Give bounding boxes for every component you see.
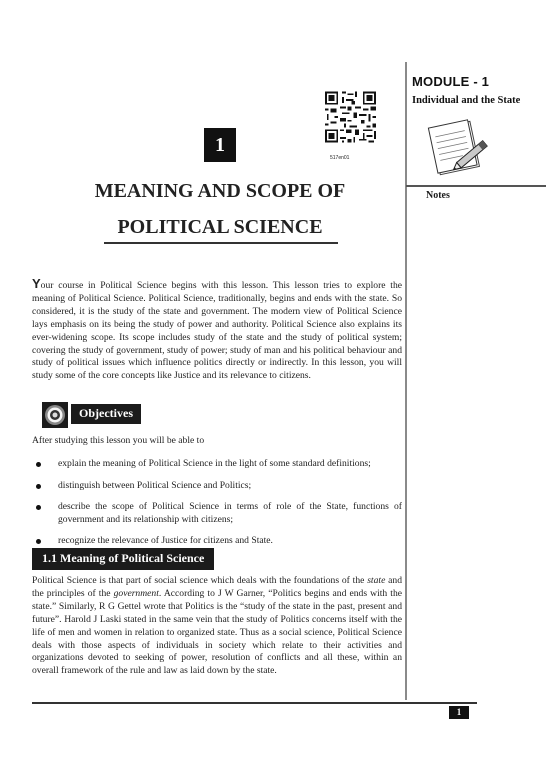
section-text-2: and the principles of the (32, 575, 402, 599)
bullet-icon (36, 484, 41, 489)
notes-rule (406, 185, 546, 187)
list-item-text: describe the scope of Political Science in terms of role of the State, functions of government and its relationship with citizens; (58, 501, 402, 525)
italic-state: state (367, 575, 386, 586)
section-paragraph (32, 575, 402, 678)
bullet-icon (36, 505, 41, 510)
target-icon (42, 402, 68, 428)
list-item-text: recognize the relevance of Justice for citizens and State. (58, 535, 273, 546)
qr-code-image[interactable] (323, 80, 378, 154)
title-underline (104, 242, 338, 244)
qr-code-caption: 517en01 (330, 155, 350, 161)
list-item-text: explain the meaning of Political Science in the light of some standard definitions; (58, 458, 371, 469)
module-label: MODULE - 1 (412, 74, 490, 89)
italic-government: government (113, 587, 159, 599)
intro-text: our course in Political Science begins with this lesson. This lesson tries to explore the meaning of Political Science. Political Science, traditionally, begins and ends with the state. So considered, it is the study of the state and government. The modern view of Political Science lays emphasis on its being the study of power and authority. Political Science also explains its ever-widening scope. Its scope includes study of the state and the study of political system; covering the study of government, study of power; study of man and his political behaviour and study of political issues which influence politics directly or indirectly. In this lesson, you will study some of the core concepts like Justice and its relevance to citizens. (32, 280, 402, 382)
list-item (32, 535, 402, 548)
footer-rule (32, 702, 477, 704)
page-number: 1 (449, 706, 469, 719)
section-text-1: Political Science is that part of social science which deals with the foundations of the (32, 575, 368, 586)
list-item (32, 501, 402, 526)
margin-divider (405, 62, 407, 700)
module-title: Individual and the State (412, 95, 521, 106)
objectives-heading: Objectives (71, 404, 141, 424)
bullet-icon (36, 462, 41, 467)
list-item (32, 458, 402, 471)
intro-paragraph (32, 278, 402, 383)
chapter-title-line2: POLITICAL SCIENCE (117, 216, 323, 238)
list-item-text: distinguish between Political Science and Politics; (58, 479, 252, 491)
objectives-lead: After studying this lesson you will be able to (32, 435, 205, 446)
notes-label: Notes (426, 190, 450, 201)
chapter-number: 1 (204, 128, 236, 162)
objectives-list (32, 458, 402, 557)
section-text-3: . According to J W Garner, “Politics begins and ends with the state.” Similarly, R G Gettel wrote that Politics is the “study of the state in the past, present and future”. Harold J Laski stated in the same vein that the study of Politics concerns itself with the life of men and women in relation to organized state. Thus as a social science, Political Science deals with those aspects of individuals in society which relate to their activities and organizations devoted to seeking of power, resolution of conflicts and all these, within an overall framework of the rule and law as laid down by the state. (32, 587, 402, 677)
bullet-icon (36, 539, 41, 544)
notepad-pen-icon (425, 112, 495, 182)
list-item (32, 480, 402, 493)
section-heading: 1.1 Meaning of Political Science (32, 548, 214, 570)
chapter-title-line1: MEANING AND SCOPE OF (94, 180, 346, 202)
drop-cap: Y (32, 276, 41, 291)
